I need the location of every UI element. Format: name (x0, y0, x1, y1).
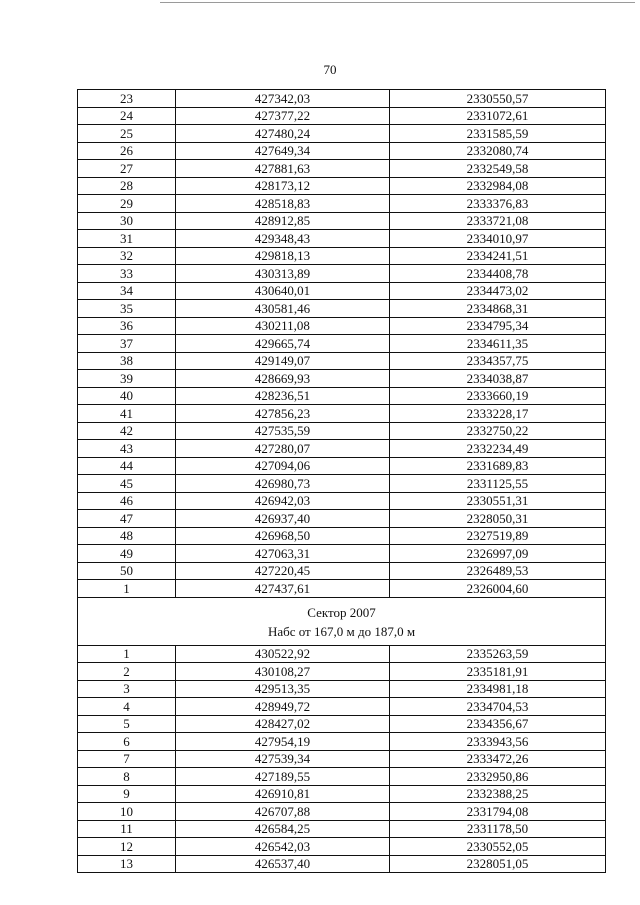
point-number: 30 (78, 212, 176, 230)
point-number: 44 (78, 457, 176, 475)
point-number: 37 (78, 335, 176, 353)
point-number: 8 (78, 768, 176, 786)
point-number: 45 (78, 475, 176, 493)
table-row (78, 352, 606, 370)
table-row (78, 698, 606, 716)
point-number: 12 (78, 838, 176, 856)
x-coordinate: 426910,81 (176, 785, 390, 803)
point-number: 3 (78, 680, 176, 698)
table-row (78, 680, 606, 698)
x-coordinate: 430640,01 (176, 282, 390, 300)
point-number: 9 (78, 785, 176, 803)
x-coordinate: 429348,43 (176, 230, 390, 248)
point-number: 41 (78, 405, 176, 423)
y-coordinate: 2331794,08 (390, 803, 606, 821)
y-coordinate: 2334038,87 (390, 370, 606, 388)
x-coordinate: 427535,59 (176, 422, 390, 440)
top-scan-rule (160, 2, 635, 3)
point-number: 27 (78, 160, 176, 178)
coordinates-table (77, 89, 606, 873)
x-coordinate: 427094,06 (176, 457, 390, 475)
table-row (78, 750, 606, 768)
point-number: 35 (78, 300, 176, 318)
point-number: 13 (78, 855, 176, 873)
y-coordinate: 2330551,31 (390, 492, 606, 510)
x-coordinate: 428173,12 (176, 177, 390, 195)
table-row (78, 785, 606, 803)
x-coordinate: 426942,03 (176, 492, 390, 510)
x-coordinate: 427649,34 (176, 142, 390, 160)
sector-subtitle: Набс от 167,0 м до 187,0 м (267, 623, 416, 639)
point-number: 34 (78, 282, 176, 300)
point-number: 1 (78, 645, 176, 663)
y-coordinate: 2333472,26 (390, 750, 606, 768)
y-coordinate: 2332234,49 (390, 440, 606, 458)
table-row (78, 510, 606, 528)
point-number: 36 (78, 317, 176, 335)
table-row (78, 90, 606, 108)
point-number: 47 (78, 510, 176, 528)
point-number: 7 (78, 750, 176, 768)
table-row (78, 335, 606, 353)
y-coordinate: 2334473,02 (390, 282, 606, 300)
x-coordinate: 429149,07 (176, 352, 390, 370)
y-coordinate: 2331689,83 (390, 457, 606, 475)
table-row (78, 820, 606, 838)
y-coordinate: 2335181,91 (390, 663, 606, 681)
y-coordinate: 2333376,83 (390, 195, 606, 213)
sector-caption-group (78, 597, 606, 645)
point-number: 32 (78, 247, 176, 265)
sector-caption (78, 597, 606, 645)
x-coordinate: 426707,88 (176, 803, 390, 821)
x-coordinate: 427342,03 (176, 90, 390, 108)
x-coordinate: 426980,73 (176, 475, 390, 493)
table-row (78, 387, 606, 405)
table-row (78, 107, 606, 125)
table-row (78, 125, 606, 143)
table-row (78, 247, 606, 265)
y-coordinate: 2330550,57 (390, 90, 606, 108)
y-coordinate: 2331125,55 (390, 475, 606, 493)
point-number: 29 (78, 195, 176, 213)
y-coordinate: 2333943,56 (390, 733, 606, 751)
table-row (78, 475, 606, 493)
table-row (78, 645, 606, 663)
y-coordinate: 2331585,59 (390, 125, 606, 143)
y-coordinate: 2326004,60 (390, 580, 606, 598)
y-coordinate: 2331072,61 (390, 107, 606, 125)
y-coordinate: 2328050,31 (390, 510, 606, 528)
coordinates-table-top (78, 90, 606, 598)
point-number: 49 (78, 545, 176, 563)
y-coordinate: 2326997,09 (390, 545, 606, 563)
point-number: 24 (78, 107, 176, 125)
y-coordinate: 2326489,53 (390, 562, 606, 580)
point-number: 48 (78, 527, 176, 545)
table-row (78, 492, 606, 510)
x-coordinate: 429513,35 (176, 680, 390, 698)
x-coordinate: 427480,24 (176, 125, 390, 143)
point-number: 39 (78, 370, 176, 388)
x-coordinate: 428236,51 (176, 387, 390, 405)
y-coordinate: 2334010,97 (390, 230, 606, 248)
table-row (78, 160, 606, 178)
y-coordinate: 2333660,19 (390, 387, 606, 405)
y-coordinate: 2334241,51 (390, 247, 606, 265)
x-coordinate: 427881,63 (176, 160, 390, 178)
point-number: 26 (78, 142, 176, 160)
table-row (78, 370, 606, 388)
table-row (78, 715, 606, 733)
table-row (78, 457, 606, 475)
table-row (78, 177, 606, 195)
y-coordinate: 2332950,86 (390, 768, 606, 786)
y-coordinate: 2334981,18 (390, 680, 606, 698)
x-coordinate: 430522,92 (176, 645, 390, 663)
y-coordinate: 2332549,58 (390, 160, 606, 178)
sector-title: Сектор 2007 (307, 604, 376, 620)
table-row (78, 562, 606, 580)
y-coordinate: 2334611,35 (390, 335, 606, 353)
table-row (78, 527, 606, 545)
point-number: 23 (78, 90, 176, 108)
table-row (78, 733, 606, 751)
y-coordinate: 2334357,75 (390, 352, 606, 370)
table-row (78, 545, 606, 563)
y-coordinate: 2327519,89 (390, 527, 606, 545)
x-coordinate: 429818,13 (176, 247, 390, 265)
table-row (78, 663, 606, 681)
point-number: 2 (78, 663, 176, 681)
table-row (78, 212, 606, 230)
point-number: 5 (78, 715, 176, 733)
table-row (78, 142, 606, 160)
y-coordinate: 2334408,78 (390, 265, 606, 283)
sector-caption-row (78, 597, 606, 645)
point-number: 43 (78, 440, 176, 458)
y-coordinate: 2330552,05 (390, 838, 606, 856)
point-number: 25 (78, 125, 176, 143)
y-coordinate: 2334356,67 (390, 715, 606, 733)
x-coordinate: 426584,25 (176, 820, 390, 838)
x-coordinate: 427954,19 (176, 733, 390, 751)
x-coordinate: 428427,02 (176, 715, 390, 733)
point-number: 38 (78, 352, 176, 370)
point-number: 33 (78, 265, 176, 283)
x-coordinate: 426937,40 (176, 510, 390, 528)
x-coordinate: 426968,50 (176, 527, 390, 545)
table-row (78, 838, 606, 856)
x-coordinate: 427189,55 (176, 768, 390, 786)
table-row (78, 440, 606, 458)
table-row (78, 300, 606, 318)
table-row (78, 855, 606, 873)
point-number: 40 (78, 387, 176, 405)
x-coordinate: 427377,22 (176, 107, 390, 125)
point-number: 10 (78, 803, 176, 821)
x-coordinate: 428912,85 (176, 212, 390, 230)
table-row (78, 230, 606, 248)
y-coordinate: 2335263,59 (390, 645, 606, 663)
table-row (78, 405, 606, 423)
y-coordinate: 2334868,31 (390, 300, 606, 318)
point-number: 50 (78, 562, 176, 580)
x-coordinate: 428949,72 (176, 698, 390, 716)
table-row (78, 282, 606, 300)
table-row (78, 768, 606, 786)
y-coordinate: 2332750,22 (390, 422, 606, 440)
table-row (78, 265, 606, 283)
y-coordinate: 2328051,05 (390, 855, 606, 873)
point-number: 31 (78, 230, 176, 248)
table-row (78, 195, 606, 213)
point-number: 28 (78, 177, 176, 195)
x-coordinate: 426537,40 (176, 855, 390, 873)
point-number: 11 (78, 820, 176, 838)
point-number: 4 (78, 698, 176, 716)
y-coordinate: 2334795,34 (390, 317, 606, 335)
y-coordinate: 2332388,25 (390, 785, 606, 803)
x-coordinate: 428669,93 (176, 370, 390, 388)
x-coordinate: 430108,27 (176, 663, 390, 681)
point-number: 42 (78, 422, 176, 440)
point-number: 1 (78, 580, 176, 598)
x-coordinate: 430211,08 (176, 317, 390, 335)
point-number: 6 (78, 733, 176, 751)
x-coordinate: 429665,74 (176, 335, 390, 353)
y-coordinate: 2331178,50 (390, 820, 606, 838)
y-coordinate: 2333228,17 (390, 405, 606, 423)
x-coordinate: 430581,46 (176, 300, 390, 318)
point-number: 46 (78, 492, 176, 510)
y-coordinate: 2332984,08 (390, 177, 606, 195)
x-coordinate: 427539,34 (176, 750, 390, 768)
table-row (78, 317, 606, 335)
x-coordinate: 430313,89 (176, 265, 390, 283)
x-coordinate: 427437,61 (176, 580, 390, 598)
coordinates-table-bottom (78, 645, 606, 873)
x-coordinate: 427063,31 (176, 545, 390, 563)
x-coordinate: 427856,23 (176, 405, 390, 423)
x-coordinate: 427280,07 (176, 440, 390, 458)
table-row (78, 803, 606, 821)
table-row (78, 580, 606, 598)
y-coordinate: 2334704,53 (390, 698, 606, 716)
x-coordinate: 427220,45 (176, 562, 390, 580)
x-coordinate: 426542,03 (176, 838, 390, 856)
y-coordinate: 2332080,74 (390, 142, 606, 160)
x-coordinate: 428518,83 (176, 195, 390, 213)
y-coordinate: 2333721,08 (390, 212, 606, 230)
table-row (78, 422, 606, 440)
page-number: 70 (323, 62, 337, 77)
